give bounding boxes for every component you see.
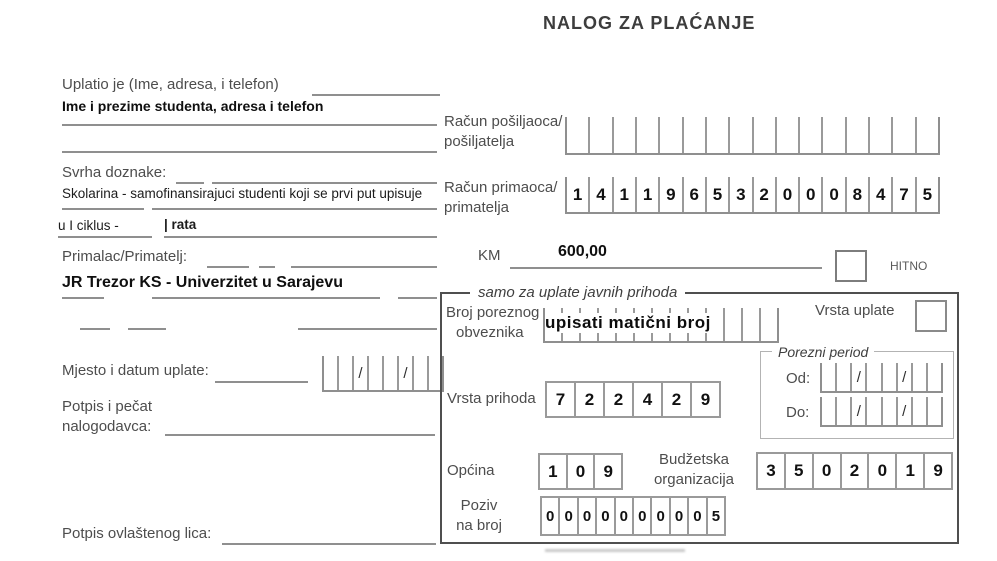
digit-cell[interactable] (324, 356, 339, 390)
tax-period-from-cells[interactable] (820, 363, 943, 393)
digit-cell[interactable] (867, 397, 882, 425)
recipient-label: Primalac/Primatelj: (62, 248, 188, 265)
recipient-value: JR Trezor KS - Univerzitet u Sarajevu (62, 274, 343, 291)
digit-cell[interactable]: 1 (637, 177, 660, 212)
digit-cell[interactable]: 9 (933, 461, 943, 480)
reference-label (448, 496, 510, 536)
digit-cell[interactable]: 2 (663, 383, 692, 416)
digit-cell[interactable] (590, 117, 613, 153)
digit-cell[interactable] (893, 117, 916, 153)
public-revenue-legend: samo za uplate javnih prihoda (470, 284, 685, 301)
digit-cell[interactable]: 0 (579, 498, 597, 534)
signature-payer-line[interactable] (165, 434, 435, 436)
scan-smudge (545, 549, 685, 552)
purpose-line-a (176, 182, 204, 184)
form-title: NALOG ZA PLAĆANJE (543, 13, 756, 33)
digit-cell[interactable] (384, 356, 399, 390)
digit-cell[interactable]: 0 (597, 498, 615, 534)
reference-cells[interactable] (540, 496, 726, 536)
digit-cell[interactable]: 5 (707, 177, 730, 212)
digit-cell[interactable] (917, 302, 945, 330)
digit-cell[interactable]: 1 (567, 177, 590, 212)
revenue-type-label: Vrsta prihoda (447, 390, 536, 407)
place-date-cells[interactable] (322, 356, 444, 392)
purpose-line-d (152, 208, 437, 210)
digit-cell[interactable] (725, 308, 743, 341)
digit-cell[interactable]: 0 (869, 454, 897, 488)
digit-cell[interactable] (614, 117, 637, 153)
signature-payer-label-1: Potpis i pečat (62, 398, 153, 415)
digit-cell[interactable] (567, 117, 590, 153)
place-date-label: Mjesto i datum uplate: (62, 362, 209, 379)
digit-cell[interactable] (883, 363, 898, 391)
digit-cell[interactable]: 4 (634, 383, 663, 416)
digit-cell[interactable] (870, 117, 893, 153)
digit-cell[interactable]: 1 (897, 454, 925, 488)
recipient-account-label-1: Račun primaoca/ (444, 179, 558, 196)
recipient-line-b (259, 266, 275, 268)
digit-cell[interactable] (754, 117, 777, 153)
sender-account-cells[interactable] (565, 117, 940, 155)
digit-cell[interactable] (823, 117, 846, 153)
digit-cell[interactable]: 0 (800, 177, 823, 212)
municipality-label: Općina (447, 462, 495, 479)
digit-cell[interactable]: 0 (652, 498, 670, 534)
digit-cell[interactable]: 2 (754, 177, 777, 212)
budget-org-label-2: organizacija (653, 471, 735, 488)
payer-value: Ime i prezime studenta, adresa i telefon (62, 98, 324, 114)
recipient-account-cells[interactable] (565, 177, 940, 214)
digit-cell[interactable] (743, 308, 761, 341)
digit-cell[interactable] (730, 117, 753, 153)
budget-org-label (640, 450, 748, 490)
digit-cell[interactable] (777, 117, 800, 153)
payer-label: Uplatio je (Ime, adresa, i telefon) (62, 76, 279, 93)
digit-cell[interactable] (707, 117, 730, 153)
digit-cell[interactable]: 3 (730, 177, 753, 212)
digit-cell[interactable]: 9 (700, 389, 711, 409)
place-date-line (215, 381, 308, 383)
digit-cell[interactable] (761, 308, 777, 341)
digit-cell[interactable]: 0 (823, 177, 846, 212)
payment-type-cell[interactable] (915, 300, 947, 332)
amount-value: 600,00 (558, 243, 607, 260)
digit-cell[interactable] (913, 363, 928, 391)
digit-cell[interactable]: 5 (786, 454, 814, 488)
digit-cell[interactable]: / (898, 363, 913, 391)
digit-cell[interactable] (928, 397, 941, 425)
digit-cell[interactable]: 0 (560, 498, 578, 534)
digit-cell[interactable]: 0 (568, 455, 596, 488)
purpose-value-2a: u I ciklus - (58, 218, 119, 233)
recipient-line-f (398, 297, 437, 299)
digit-cell[interactable]: 0 (671, 498, 689, 534)
digit-cell[interactable]: 4 (870, 177, 893, 212)
digit-cell[interactable]: 5 (711, 507, 721, 525)
budget-org-label-1: Budžetska (658, 451, 730, 468)
tax-period-to-cells[interactable] (820, 397, 943, 427)
digit-cell[interactable] (917, 117, 938, 153)
blank-line-c (298, 328, 437, 330)
blank-line-a (80, 328, 110, 330)
signature-payer-label-2: nalogodavca: (62, 418, 152, 435)
digit-cell[interactable]: 4 (590, 177, 613, 212)
sender-account-label-1: Račun pošiljaoca/ (444, 113, 563, 130)
digit-cell[interactable]: 1 (614, 177, 637, 212)
payer-line-1 (62, 124, 437, 126)
digit-cell[interactable]: / (852, 397, 867, 425)
signature-official-line[interactable] (222, 543, 436, 545)
reference-label-2: na broj (456, 517, 502, 534)
purpose-line-f (164, 236, 437, 238)
digit-cell[interactable] (637, 117, 660, 153)
tax-period-legend: Porezni period (772, 344, 874, 360)
amount-line (510, 267, 822, 269)
digit-cell[interactable]: / (898, 397, 913, 425)
recipient-line-c (291, 266, 437, 268)
payment-type-label: Vrsta uplate (815, 302, 895, 319)
digit-cell[interactable] (822, 397, 837, 425)
digit-cell[interactable]: 5 (922, 184, 933, 204)
tax-period-from-label: Od: (786, 370, 811, 387)
digit-cell[interactable]: / (354, 356, 369, 390)
signature-official-label: Potpis ovlaštenog lica: (62, 525, 212, 542)
digit-cell[interactable] (339, 356, 354, 390)
purpose-line-c (62, 208, 144, 210)
digit-cell[interactable] (414, 356, 429, 390)
digit-cell[interactable]: 0 (689, 498, 707, 534)
recipient-line-e (152, 297, 380, 299)
digit-cell[interactable]: 8 (847, 177, 870, 212)
digit-cell[interactable]: 2 (605, 383, 634, 416)
digit-cell[interactable]: 3 (758, 454, 786, 488)
digit-cell[interactable] (800, 117, 823, 153)
digit-cell[interactable]: 0 (634, 498, 652, 534)
digit-cell[interactable] (847, 117, 870, 153)
purpose-value-1: Skolarina - samofinansirajuci studenti koji se prvi put upisuje (62, 186, 423, 201)
digit-cell[interactable] (867, 363, 882, 391)
purpose-line-e (58, 236, 152, 238)
sender-account-label-2: pošiljatelja (444, 133, 515, 150)
reference-label-1: Poziv (460, 497, 498, 514)
tax-period-to-label: Do: (786, 404, 810, 421)
purpose-value-2b: | rata (164, 217, 197, 232)
urgent-label: HITNO (890, 259, 928, 273)
digit-cell[interactable] (822, 363, 837, 391)
digit-cell[interactable] (837, 397, 852, 425)
digit-cell[interactable] (837, 363, 852, 391)
digit-cell[interactable]: 7 (893, 177, 916, 212)
revenue-type-cells[interactable] (545, 381, 721, 418)
digit-cell[interactable]: 0 (616, 498, 634, 534)
tax-id-value: upisati matični broj (545, 313, 711, 332)
digit-cell[interactable]: 6 (684, 177, 707, 212)
purpose-label: Svrha doznake: (62, 164, 167, 181)
digit-cell[interactable] (369, 356, 384, 390)
digit-cell[interactable]: 9 (603, 461, 613, 481)
digit-cell[interactable] (660, 117, 683, 153)
digit-cell[interactable]: 0 (814, 454, 842, 488)
digit-cell[interactable] (928, 363, 941, 391)
budget-org-cells[interactable] (756, 452, 953, 490)
digit-cell[interactable]: 2 (576, 383, 605, 416)
digit-cell[interactable]: 2 (842, 454, 870, 488)
currency-label: KM (478, 247, 501, 264)
tax-id-label-2: obveznika (456, 324, 524, 341)
digit-cell[interactable]: 0 (777, 177, 800, 212)
recipient-account-label-2: primatelja (444, 199, 510, 216)
blank-line-b (128, 328, 166, 330)
municipality-cells[interactable] (538, 453, 623, 490)
digit-cell[interactable]: 0 (542, 498, 560, 534)
purpose-line-b (212, 182, 437, 184)
digit-cell[interactable]: 9 (660, 177, 683, 212)
urgent-checkbox[interactable] (835, 250, 867, 282)
digit-cell[interactable] (883, 397, 898, 425)
digit-cell[interactable]: / (399, 356, 414, 390)
recipient-line-d (62, 297, 104, 299)
payer-writein-line (312, 94, 440, 96)
payer-line-2 (62, 151, 437, 153)
digit-cell[interactable]: 7 (547, 383, 576, 416)
recipient-line-a (207, 266, 249, 268)
digit-cell[interactable]: 1 (540, 455, 568, 488)
digit-cell[interactable]: / (852, 363, 867, 391)
digit-cell[interactable] (684, 117, 707, 153)
digit-cell[interactable] (913, 397, 928, 425)
tax-id-label-1: Broj poreznog (446, 304, 540, 321)
